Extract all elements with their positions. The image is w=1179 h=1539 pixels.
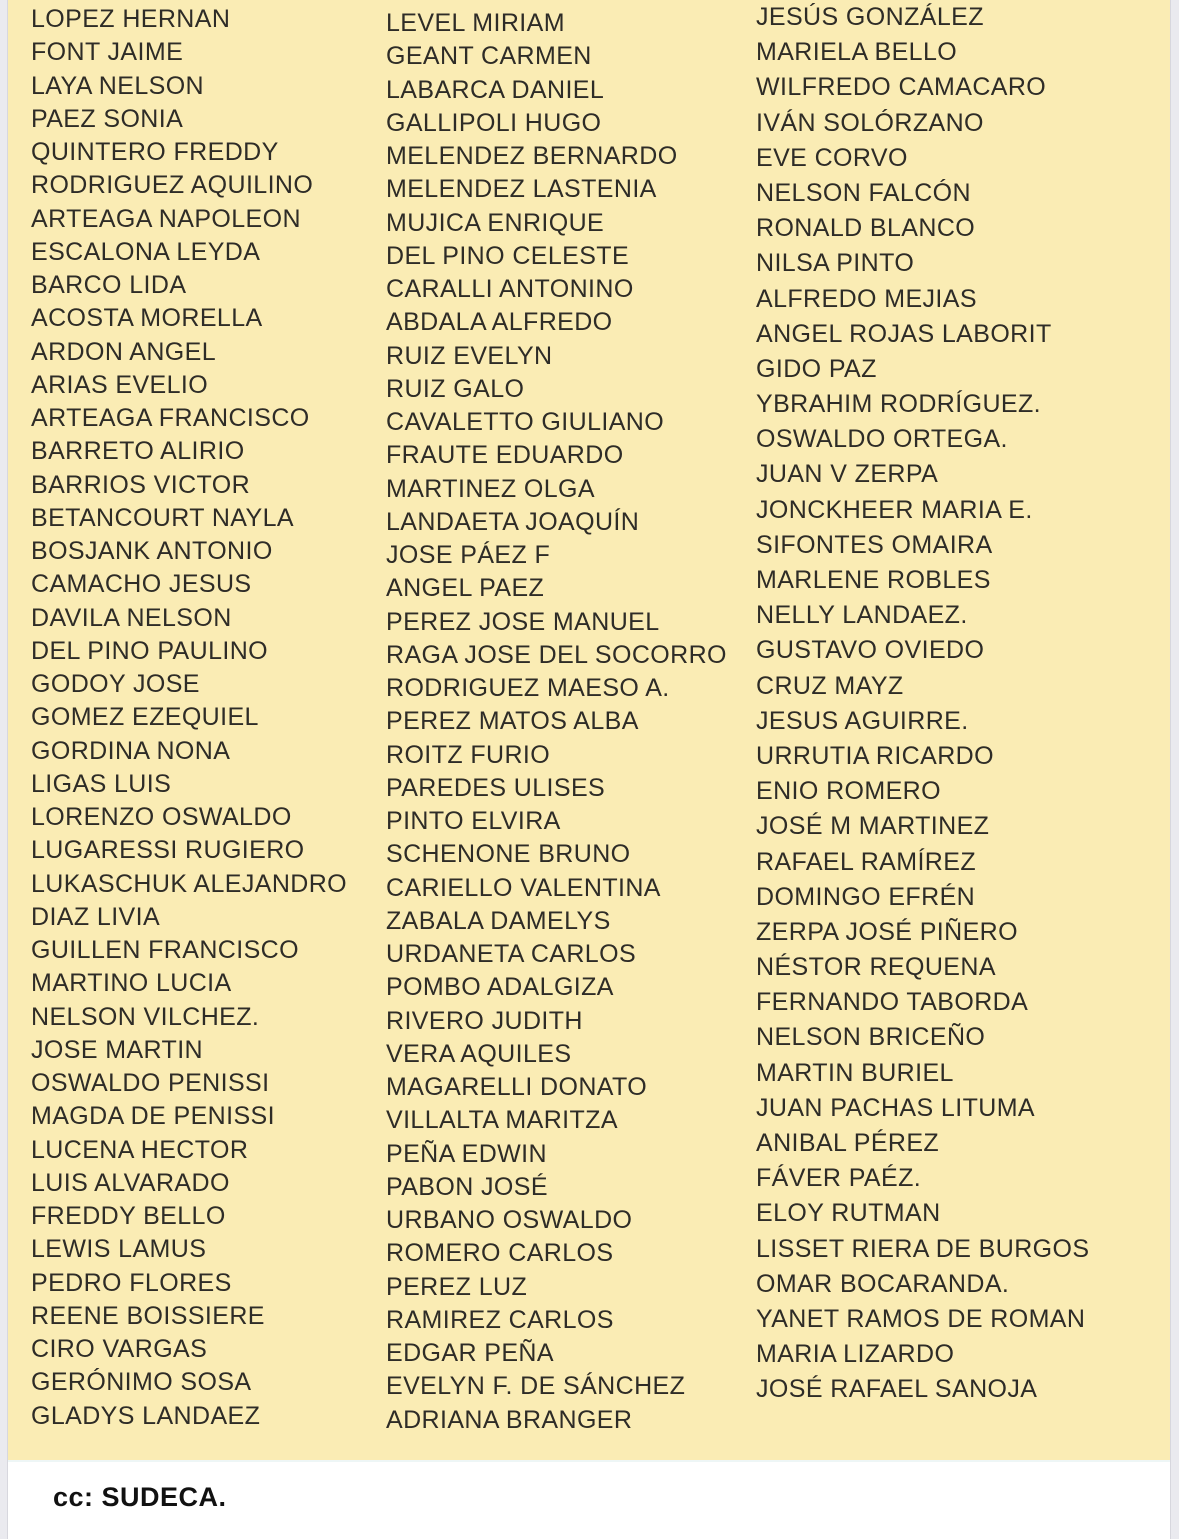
- list-item: ARIAS EVELIO: [31, 370, 209, 399]
- list-item: PEÑA EDWIN: [386, 1139, 547, 1168]
- list-item: PAREDES ULISES: [386, 773, 606, 802]
- list-item: MARTINO LUCIA: [31, 969, 232, 998]
- list-item: SCHENONE BRUNO: [386, 840, 631, 869]
- list-item: LEVEL MIRIAM: [386, 9, 565, 37]
- list-item: RUIZ GALO: [386, 374, 525, 403]
- list-item: RUIZ EVELYN: [386, 341, 553, 370]
- list-item: GUILLEN FRANCISCO: [31, 936, 299, 964]
- list-item: ZABALA DAMELYS: [386, 906, 611, 935]
- list-item: ACOSTA MORELLA: [31, 304, 263, 333]
- list-item: CARIELLO VALENTINA: [386, 873, 661, 902]
- list-item: OMAR BOCARANDA.: [756, 1269, 1010, 1298]
- page-left-margin-strip: [0, 0, 8, 1539]
- page-right-margin-strip: [1170, 0, 1179, 1539]
- list-item: YBRAHIM RODRÍGUEZ.: [756, 390, 1041, 419]
- list-item: GLADYS LANDAEZ: [31, 1401, 261, 1430]
- list-item: GOMEZ EZEQUIEL: [31, 703, 259, 732]
- list-item: MAGDA DE PENISSI: [31, 1102, 275, 1131]
- list-item: DOMINGO EFRÉN: [756, 882, 976, 911]
- cc-line: [53, 1482, 1170, 1513]
- list-item: EVE CORVO: [756, 143, 908, 172]
- list-item: NELSON BRICEÑO: [756, 1023, 986, 1052]
- list-item: DEL PINO PAULINO: [31, 636, 269, 665]
- list-item: RODRIGUEZ MAESO A.: [386, 674, 670, 702]
- name-column-2: [386, 0, 756, 1460]
- list-item: RIVERO JUDITH: [386, 1006, 583, 1035]
- list-item: ABDALA ALFREDO: [386, 308, 613, 337]
- list-item: MARLENE ROBLES: [756, 566, 991, 594]
- list-item: EVELYN F. DE SÁNCHEZ: [386, 1372, 686, 1401]
- list-item: ROITZ FURIO: [386, 740, 551, 769]
- list-item: OSWALDO PENISSI: [31, 1069, 270, 1097]
- footer: [8, 1460, 1170, 1539]
- list-item: LUCENA HECTOR: [31, 1135, 249, 1164]
- list-item: PABON JOSÉ: [386, 1172, 548, 1201]
- list-item: JUAN V ZERPA: [756, 460, 939, 489]
- list-item: LISSET RIERA DE BURGOS: [756, 1234, 1090, 1263]
- list-item: WILFREDO CAMACARO: [756, 73, 1047, 102]
- list-item: MAGARELLI DONATO: [386, 1073, 648, 1101]
- list-item: FERNANDO TABORDA: [756, 988, 1029, 1017]
- list-item: MELENDEZ LASTENIA: [386, 175, 657, 204]
- list-item: PEREZ MATOS ALBA: [386, 707, 639, 736]
- list-item: POMBO ADALGIZA: [386, 973, 614, 1002]
- list-item: ALFREDO MEJIAS: [756, 284, 977, 313]
- list-item: JOSÉ M MARTINEZ: [756, 812, 990, 841]
- list-item: DIAZ LIVIA: [31, 902, 161, 931]
- list-item: LANDAETA JOAQUÍN: [386, 507, 640, 536]
- list-item: CIRO VARGAS: [31, 1335, 208, 1363]
- list-item: ARTEAGA NAPOLEON: [31, 204, 301, 233]
- list-item: MARTINEZ OLGA: [386, 474, 595, 503]
- list-item: URBANO OSWALDO: [386, 1206, 633, 1234]
- list-item: ANIBAL PÉREZ: [756, 1129, 940, 1157]
- list-item: GORDINA NONA: [31, 736, 231, 765]
- list-item: CRUZ MAYZ: [756, 671, 904, 700]
- document-page: [8, 0, 1170, 1539]
- cc-value: SUDECA.: [101, 1482, 227, 1512]
- list-item: JONCKHEER MARIA E.: [756, 495, 1033, 524]
- list-item: CAVALETTO GIULIANO: [386, 408, 665, 436]
- list-item: LABARCA DANIEL: [386, 75, 605, 104]
- list-item: FREDDY BELLO: [31, 1202, 226, 1230]
- list-item: NILSA PINTO: [756, 249, 915, 278]
- list-item: VILLALTA MARITZA: [386, 1106, 618, 1135]
- list-item: ANGEL ROJAS LABORIT: [756, 319, 1052, 348]
- list-item: ELOY RUTMAN: [756, 1199, 941, 1228]
- list-item: MARIELA BELLO: [756, 38, 958, 67]
- list-item: ARDON ANGEL: [31, 337, 217, 366]
- list-item: VERA AQUILES: [386, 1039, 572, 1068]
- list-item: MARTIN BURIEL: [756, 1058, 954, 1087]
- list-item: URRUTIA RICARDO: [756, 741, 994, 770]
- list-item: ROMERO CARLOS: [386, 1239, 614, 1268]
- list-item: QUINTERO FREDDY: [31, 138, 279, 166]
- list-item: EDGAR PEÑA: [386, 1339, 554, 1367]
- list-item: JOSÉ RAFAEL SANOJA: [756, 1375, 1038, 1404]
- list-item: YANET RAMOS DE ROMAN: [756, 1304, 1086, 1333]
- list-item: RONALD BLANCO: [756, 214, 976, 243]
- name-column-3: [756, 0, 1170, 1460]
- list-item: GERÓNIMO SOSA: [31, 1368, 252, 1397]
- list-item: RAMIREZ CARLOS: [386, 1305, 614, 1334]
- list-item: FÁVER PAÉZ.: [756, 1164, 922, 1193]
- list-item: JUAN PACHAS LITUMA: [756, 1093, 1036, 1122]
- list-item: SIFONTES OMAIRA: [756, 530, 993, 559]
- list-item: MARIA LIZARDO: [756, 1340, 955, 1369]
- list-item: BARCO LIDA: [31, 271, 187, 299]
- list-item: PEREZ JOSE MANUEL: [386, 607, 660, 636]
- list-item: GUSTAVO OVIEDO: [756, 636, 985, 665]
- list-item: CARALLI ANTONINO: [386, 275, 634, 303]
- list-item: PEREZ LUZ: [386, 1272, 528, 1301]
- list-item: RAFAEL RAMÍREZ: [756, 847, 976, 876]
- list-item: BETANCOURT NAYLA: [31, 503, 294, 532]
- list-item: ENIO ROMERO: [756, 777, 941, 806]
- list-item: BARRIOS VICTOR: [31, 470, 251, 499]
- list-item: REENE BOISSIERE: [31, 1301, 265, 1330]
- list-item: GODOY JOSE: [31, 670, 200, 698]
- list-item: LIGAS LUIS: [31, 769, 172, 798]
- list-item: ARTEAGA FRANCISCO: [31, 404, 310, 432]
- list-item: LAYA NELSON: [31, 71, 204, 100]
- list-item: BOSJANK ANTONIO: [31, 537, 273, 565]
- list-item: ESCALONA LEYDA: [31, 237, 261, 266]
- list-item: JESÚS GONZÁLEZ: [756, 3, 984, 31]
- list-item: PAEZ SONIA: [31, 104, 184, 133]
- list-item: PEDRO FLORES: [31, 1268, 232, 1297]
- list-item: MUJICA ENRIQUE: [386, 208, 605, 237]
- list-item: FONT JAIME: [31, 38, 184, 67]
- list-item: JOSE PÁEZ F: [386, 541, 551, 569]
- list-item: NELLY LANDAEZ.: [756, 601, 968, 630]
- list-item: OSWALDO ORTEGA.: [756, 425, 1008, 454]
- list-item: DEL PINO CELESTE: [386, 241, 630, 270]
- list-item: URDANETA CARLOS: [386, 940, 637, 968]
- list-item: CAMACHO JESUS: [31, 570, 252, 599]
- list-item: JESUS AGUIRRE.: [756, 706, 969, 735]
- list-item: ZERPA JOSÉ PIÑERO: [756, 917, 1018, 946]
- list-item: BARRETO ALIRIO: [31, 437, 245, 466]
- list-item: FRAUTE EDUARDO: [386, 441, 624, 470]
- list-item: LUGARESSI RUGIERO: [31, 836, 305, 865]
- list-item: LORENZO OSWALDO: [31, 803, 292, 831]
- list-item: LUKASCHUK ALEJANDRO: [31, 869, 348, 898]
- list-item: GALLIPOLI HUGO: [386, 108, 602, 137]
- names-list-area: [8, 0, 1170, 1460]
- list-item: LEWIS LAMUS: [31, 1235, 207, 1264]
- list-item: IVÁN SOLÓRZANO: [756, 108, 984, 137]
- list-item: DAVILA NELSON: [31, 603, 232, 632]
- list-item: ANGEL PAEZ: [386, 574, 545, 603]
- cc-label: cc:: [53, 1482, 94, 1512]
- list-item: RODRIGUEZ AQUILINO: [31, 171, 314, 200]
- list-item: GEANT CARMEN: [386, 42, 592, 71]
- list-item: JOSE MARTIN: [31, 1035, 204, 1064]
- list-item: PINTO ELVIRA: [386, 807, 561, 835]
- list-item: MELENDEZ BERNARDO: [386, 142, 678, 170]
- list-item: RAGA JOSE DEL SOCORRO: [386, 640, 727, 669]
- list-item: GIDO PAZ: [756, 354, 877, 383]
- list-item: LOPEZ HERNAN: [31, 5, 231, 33]
- list-item: ADRIANA BRANGER: [386, 1405, 633, 1434]
- list-item: NELSON VILCHEZ.: [31, 1002, 260, 1031]
- list-item: NÉSTOR REQUENA: [756, 953, 996, 982]
- list-item: NELSON FALCÓN: [756, 178, 971, 207]
- name-column-1: [31, 0, 386, 1460]
- list-item: LUIS ALVARADO: [31, 1168, 230, 1197]
